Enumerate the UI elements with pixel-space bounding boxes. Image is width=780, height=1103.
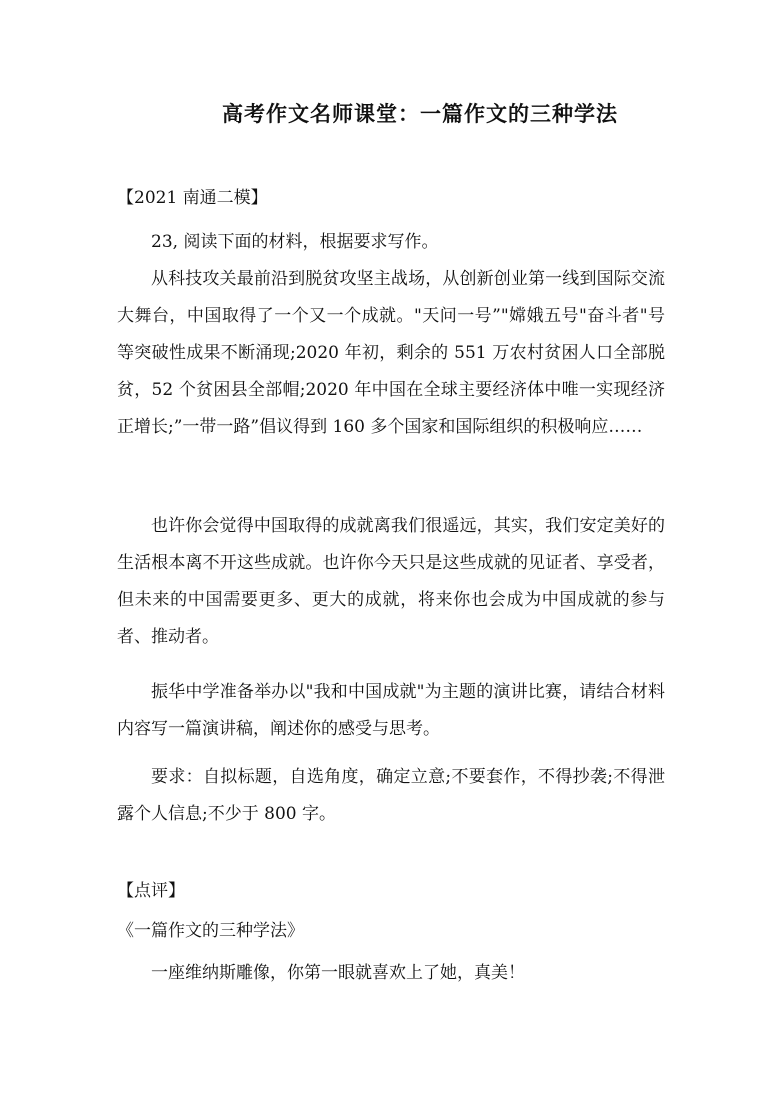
material-paragraph-1: 从科技攻关最前沿到脱贫攻坚主战场，从创新创业第一线到国际交流大舞台，中国取得了一个又一个成就。"天问一号”"嫦娥五号"奋斗者"号等突破性成果不断涌现;2020 年初，剩余的 551 万农村贫困人口全部脱贫，52 个贫困县全部帽;2020 年中国在全球主要经济体中唯一实现经济正增长;”一带一路”倡议得到 160 多个国家和国际组织的积极响应……: [117, 269, 665, 437]
essay-title: 《一篇作文的三种学法》: [117, 921, 304, 941]
document-title: 高考作文名师课堂：一篇作文的三种学法: [222, 102, 618, 126]
material-paragraph-3: 振华中学准备举办以"我和中国成就"为主题的演讲比赛，请结合材料内容写一篇演讲稿，阐述你的感受与思考。: [117, 682, 665, 739]
essay-first-line: 一座维纳斯雕像，你第一眼就喜欢上了她，真美！: [151, 963, 525, 983]
material-paragraph-2: 也许你会觉得中国取得的成就离我们很遥远，其实，我们安定美好的生活根本离不开这些成就。也许你今天只是这些成就的见证者、享受者，但未来的中国需要更多、更大的成就，将来你也会成为中国成就的参与者、推动者。: [117, 516, 665, 647]
source-tag: 【2021 南通二模】: [117, 188, 268, 208]
comment-tag: 【点评】: [117, 881, 185, 901]
requirements-paragraph: 要求：自拟标题，自选角度，确定立意;不要套作，不得抄袭;不得泄露个人信息;不少于 800 字。: [117, 767, 665, 824]
question-intro: 23, 阅读下面的材料，根据要求写作。: [151, 232, 439, 252]
